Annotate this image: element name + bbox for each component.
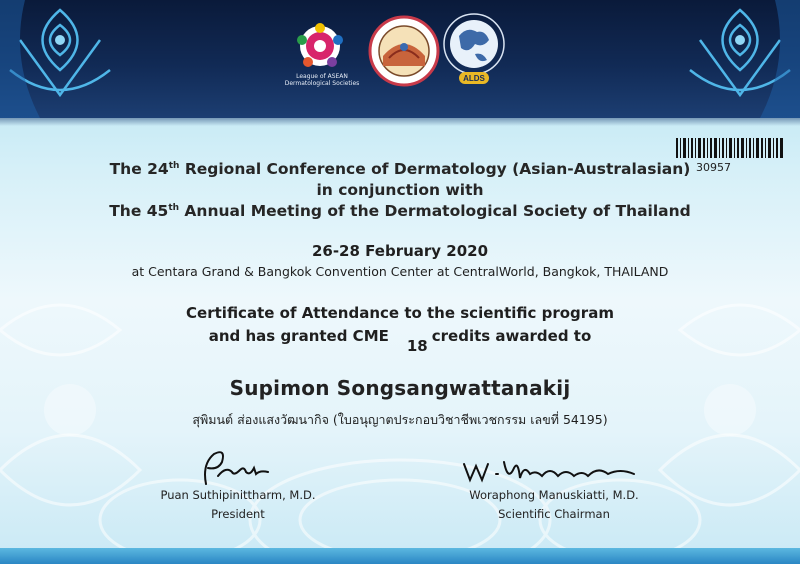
svg-text:ALDS: ALDS (463, 74, 485, 83)
serial-number: 30957 (696, 161, 731, 174)
event-date: 26-28 February 2020 (311, 242, 489, 260)
dermatological-society-of-thailand-seal-icon (367, 14, 441, 88)
signatory-president (128, 486, 348, 524)
barcode-icon (676, 138, 784, 158)
cme-statement: and has granted CME18credits awarded to (208, 327, 592, 355)
president-signature-icon (192, 446, 272, 488)
signatory-name: Woraphong Manuskiatti, M.D. (469, 488, 639, 502)
signatory-title: President (211, 507, 265, 521)
title-line-1: The 24th Regional Conference of Dermatology (Asian-Australasian) (109, 160, 691, 178)
title-line-2: in conjunction with (316, 181, 484, 199)
cme-credits-value: 18 (406, 337, 428, 355)
corner-ornament-left-icon (0, 0, 150, 118)
signatory-name: Puan Suthipinittharm, M.D. (160, 488, 316, 502)
alds-globe-logo-icon (441, 10, 507, 88)
league-logo-caption: League of ASEAN Dermatological Societies (284, 73, 360, 87)
title-line-3: The 45th Annual Meeting of the Dermatological Society of Thailand (109, 202, 691, 220)
footer-band (0, 548, 800, 564)
corner-ornament-right-icon (650, 0, 800, 118)
signatory-scientific-chairman (444, 486, 664, 524)
league-of-asean-logo-icon (286, 18, 354, 74)
event-venue: at Centara Grand & Bangkok Convention Center at CentralWorld, Bangkok, THAILAND (131, 264, 669, 279)
signatory-title: Scientific Chairman (498, 507, 610, 521)
certificate-statement: Certificate of Attendance to the scientific program (186, 304, 614, 322)
chairman-signature-icon (458, 456, 648, 486)
recipient-name: Supimon Songsangwattanakij (229, 376, 571, 400)
recipient-thai-name-license: สุพิมนต์ ส่องแสงวัฒนากิจ (ใบอนุญาตประกอบวิชาชีพเวชกรรม เลขที่ 54195) (192, 412, 608, 427)
